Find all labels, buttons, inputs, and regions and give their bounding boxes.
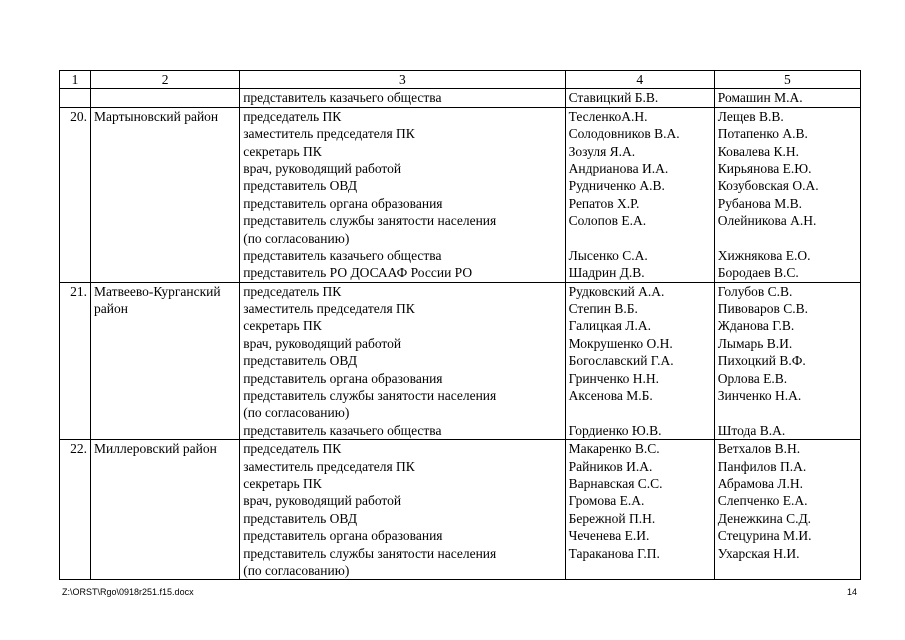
member-name [569,230,711,247]
reserve-name: Бородаев В.С. [717,265,799,281]
member-name: Андрианова И.А. [568,160,669,176]
role-line: представитель службы занятости населения [243,545,497,561]
reserve-name: Зинченко Н.А. [717,388,802,404]
member-name: Гринченко Н.Н. [568,370,660,386]
role-line: представитель органа образования [243,195,443,211]
table-row [60,107,861,282]
role-line: врач, руководящий работой [243,335,402,351]
member-name [569,562,711,579]
district-line: Миллеровский район [94,441,217,457]
document-table [59,70,861,580]
member-name: ТесленкоА.Н. [568,108,648,124]
member-name: Лысенко С.А. [568,247,648,263]
role-line: председатель ПК [243,441,342,457]
reserve-name: Рубанова М.В. [717,195,803,211]
roles-cell [240,89,565,107]
district-cell [91,89,240,107]
role-line: заместитель председателя ПК [243,126,415,142]
member-name: Степин В.Б. [568,301,638,317]
header-col-5: 5 [714,71,860,89]
table-row [60,282,861,440]
reserve-name: Стецурина М.И. [717,528,812,544]
member-name: Шадрин Д.В. [568,265,645,281]
member-name: Чеченева Е.И. [568,528,650,544]
role-line: секретарь ПК [243,143,322,159]
role-line: председатель ПК [243,108,342,124]
footer-file-path: Z:\ORST\Rgo\0918r251.f15.docx [62,587,194,597]
reserve-name: Пихоцкий В.Ф. [717,353,806,369]
member-name: Варнавская С.С. [568,476,663,491]
reserve-name: Ромашин М.А. [717,90,803,106]
reserve-name: Абрамова Л.Н. [717,476,803,491]
member-name [569,404,711,421]
member-name: Галицкая Л.А. [568,318,651,334]
district-line: Мартыновский район [94,108,219,124]
member-name: Репатов Х.Р. [568,195,640,211]
role-line: секретарь ПК [243,318,322,334]
table-row [60,440,861,580]
role-line: представитель ОВД [243,178,358,194]
role-line: секретарь ПК [243,476,322,491]
member-name: Солопов Е.А. [568,213,647,229]
member-name: Райников И.А. [568,458,653,474]
member-name: Зозуля Я.А. [568,143,636,159]
header-col-4: 4 [565,71,714,89]
role-line: врач, руководящий работой [243,493,402,509]
reserve-name: Ухарская Н.И. [717,545,800,561]
row-number: 20. [60,107,91,282]
role-line: представитель ОВД [243,353,358,369]
roles-cell [240,440,565,580]
district-cell [91,107,240,282]
role-line: представитель казачьего общества [243,247,442,263]
reserve-name: Голубов С.В. [717,283,793,299]
reserve-name: Штода В.А. [717,422,786,438]
reserve-name: Денежкина С.Д. [717,510,812,526]
roles-cell [240,282,565,440]
member-name: Солодовников В.А. [568,126,680,142]
reserve-name [718,230,857,247]
role-line: представитель органа образования [243,370,443,386]
reserve-name: Ветхалов В.Н. [717,441,801,457]
district-line: Матвеево-Курганский [94,283,221,299]
row-number: 21. [60,282,91,440]
district-cell [91,440,240,580]
members-cell [565,89,714,107]
role-line: заместитель председателя ПК [243,301,415,317]
role-line: представитель РО ДОСААФ России РО [243,265,473,281]
reserve-name: Козубовская О.А. [717,178,819,194]
member-name: Громова Е.А. [568,493,645,509]
reserve-name: Потапенко А.В. [717,126,808,142]
reserve-name: Лещев В.В. [717,108,784,124]
reserves-cell [714,89,860,107]
role-line: (по согласованию) [243,405,350,421]
table-row [60,89,861,107]
reserve-name: Панфилов П.А. [717,458,807,474]
member-name: Ставицкий Б.В. [568,90,659,106]
reserve-name [718,562,857,579]
members-cell [565,440,714,580]
role-line: представитель ОВД [243,510,358,526]
reserve-name: Кирьянова Е.Ю. [717,160,812,176]
member-name: Рудковский А.А. [568,283,665,299]
member-name: Богославский Г.А. [568,353,674,369]
reserves-cell [714,282,860,440]
header-col-2: 2 [91,71,240,89]
district-line [94,89,236,106]
district-line: район [94,301,128,317]
member-name: Гордиенко Ю.В. [568,422,662,438]
role-line: представитель казачьего общества [243,422,442,438]
reserves-cell [714,107,860,282]
table-body [60,89,861,580]
reserve-name [718,404,857,421]
role-line: председатель ПК [243,283,342,299]
role-line: (по согласованию) [243,230,350,246]
reserve-name: Жданова Г.В. [717,318,795,334]
role-line: представитель казачьего общества [243,90,442,106]
roles-cell [240,107,565,282]
reserve-name: Пивоваров С.В. [717,301,808,317]
member-name: Рудниченко А.В. [568,178,665,194]
reserve-name: Олейникова А.Н. [717,213,817,229]
members-cell [565,107,714,282]
member-name: Мокрушенко О.Н. [568,335,673,351]
role-line: представитель службы занятости населения [243,388,497,404]
reserve-name: Слепченко Е.А. [717,493,808,509]
reserve-name: Ковалева К.Н. [717,143,799,159]
member-name: Тараканова Г.П. [568,545,660,561]
reserves-cell [714,440,860,580]
row-number: 22. [60,440,91,580]
header-col-3: 3 [240,71,565,89]
role-line: врач, руководящий работой [243,160,402,176]
role-line: заместитель председателя ПК [243,458,415,474]
members-cell [565,282,714,440]
reserve-name: Хижнякова Е.О. [717,247,811,263]
reserve-name: Орлова Е.В. [717,370,788,386]
role-line: представитель органа образования [243,528,443,544]
header-row [60,71,861,89]
footer-page-number: 14 [846,587,857,597]
header-col-1: 1 [60,71,91,89]
member-name: Макаренко В.С. [568,441,660,457]
role-line: представитель службы занятости населения [243,213,497,229]
reserve-name: Лымарь В.И. [717,335,793,351]
district-cell [91,282,240,440]
member-name: Аксенова М.Б. [568,388,653,404]
role-line: (по согласованию) [243,562,350,578]
member-name: Бережной П.Н. [568,510,656,526]
row-number [60,89,91,107]
